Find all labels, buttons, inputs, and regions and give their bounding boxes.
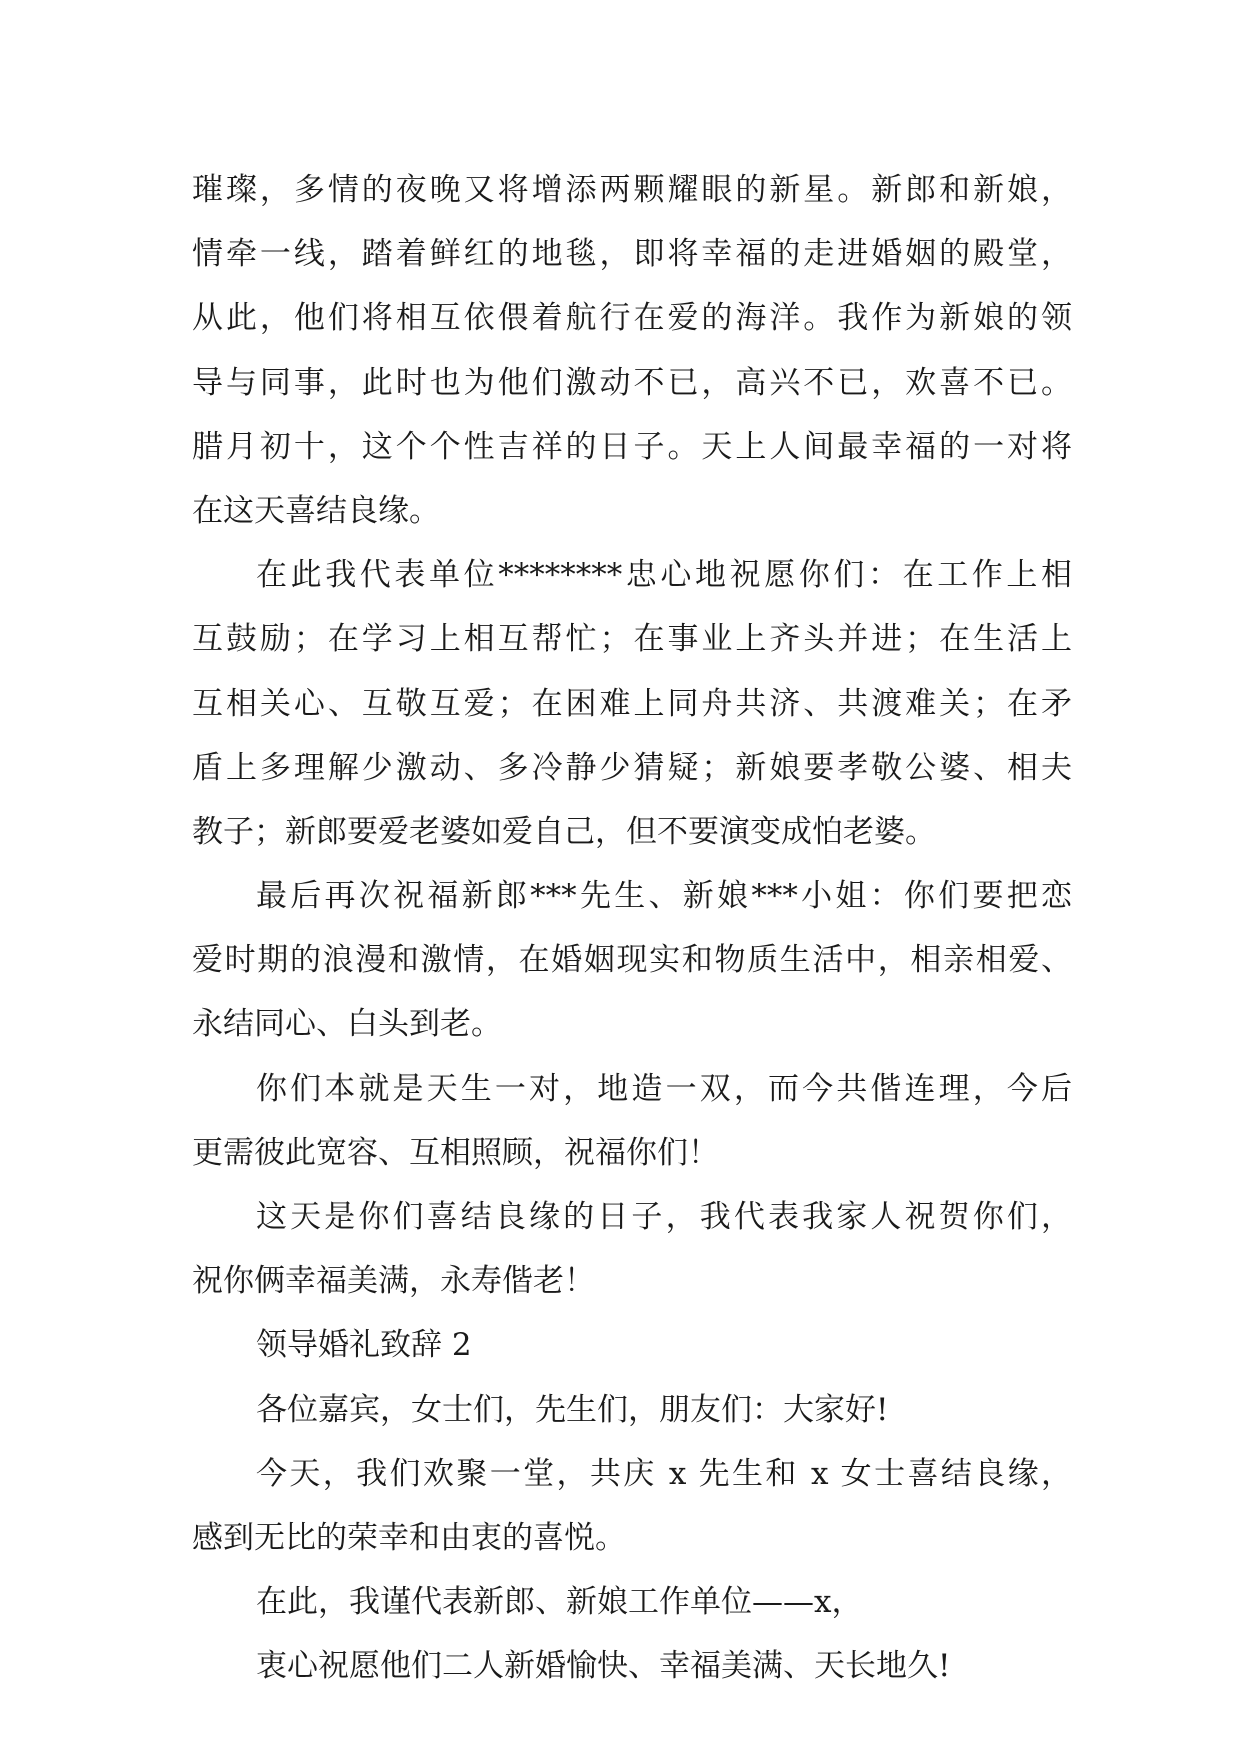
text-line: 互相关心、互敬互爱；在困难上同舟共济、共渡难关；在矛 [192,685,1072,722]
text-line: 永结同心、白头到老。 [192,1006,502,1043]
text-line: 祝你俩幸福美满，永寿偕老！ [192,1263,595,1300]
text-line: 感到无比的荣幸和由衷的喜悦。 [192,1519,626,1556]
text-line: 互鼓励；在学习上相互帮忙；在事业上齐头并进；在生活上 [192,621,1072,658]
text-line: 璀璨，多情的夜晚又将增添两颗耀眼的新星。新郎和新娘， [192,172,1072,208]
text-line: 情牵一线，踏着鲜红的地毯，即将幸福的走进婚姻的殿堂， [192,236,1072,273]
text-line: 教子；新郎要爱老婆如爱自己，但不要演变成怕老婆。 [192,813,936,850]
text-line: 今天，我们欢聚一堂，共庆 x 先生和 x 女士喜结良缘， [256,1455,1072,1492]
text-line: 导与同事，此时也为他们激动不已，高兴不已，欢喜不已。 [192,364,1072,401]
document-body [192,158,1072,1699]
text-line: 这天是你们喜结良缘的日子，我代表我家人祝贺你们， [256,1199,1072,1235]
text-line: 在此，我谨代表新郎、新娘工作单位——x， [256,1584,863,1621]
text-line: 爱时期的浪漫和激情，在婚姻现实和物质生活中，相亲相爱、 [192,942,1072,979]
section-heading: 领导婚礼致辞 2 [256,1327,472,1364]
text-line: 更需彼此宽容、互相照顾，祝福你们！ [192,1134,719,1171]
text-line: 你们本就是天生一对，地造一双，而今共偕连理，今后 [256,1070,1072,1107]
text-line: 衷心祝愿他们二人新婚愉快、幸福美满、天长地久! [256,1648,951,1685]
text-line: 各位嘉宾，女士们，先生们，朋友们：大家好! [256,1391,889,1428]
text-line: 盾上多理解少激动、多冷静少猜疑；新娘要孝敬公婆、相夫 [192,749,1072,786]
text-line: 从此，他们将相互依偎着航行在爱的海洋。我作为新娘的领 [192,300,1072,337]
text-line: 在此我代表单位********忠心地祝愿你们：在工作上相 [256,557,1072,594]
text-line: 腊月初十，这个个性吉祥的日子。天上人间最幸福的一对将 [192,428,1072,465]
text-line: 在这天喜结良缘。 [192,492,440,529]
text-line: 最后再次祝福新郎***先生、新娘***小姐：你们要把恋 [256,878,1072,915]
